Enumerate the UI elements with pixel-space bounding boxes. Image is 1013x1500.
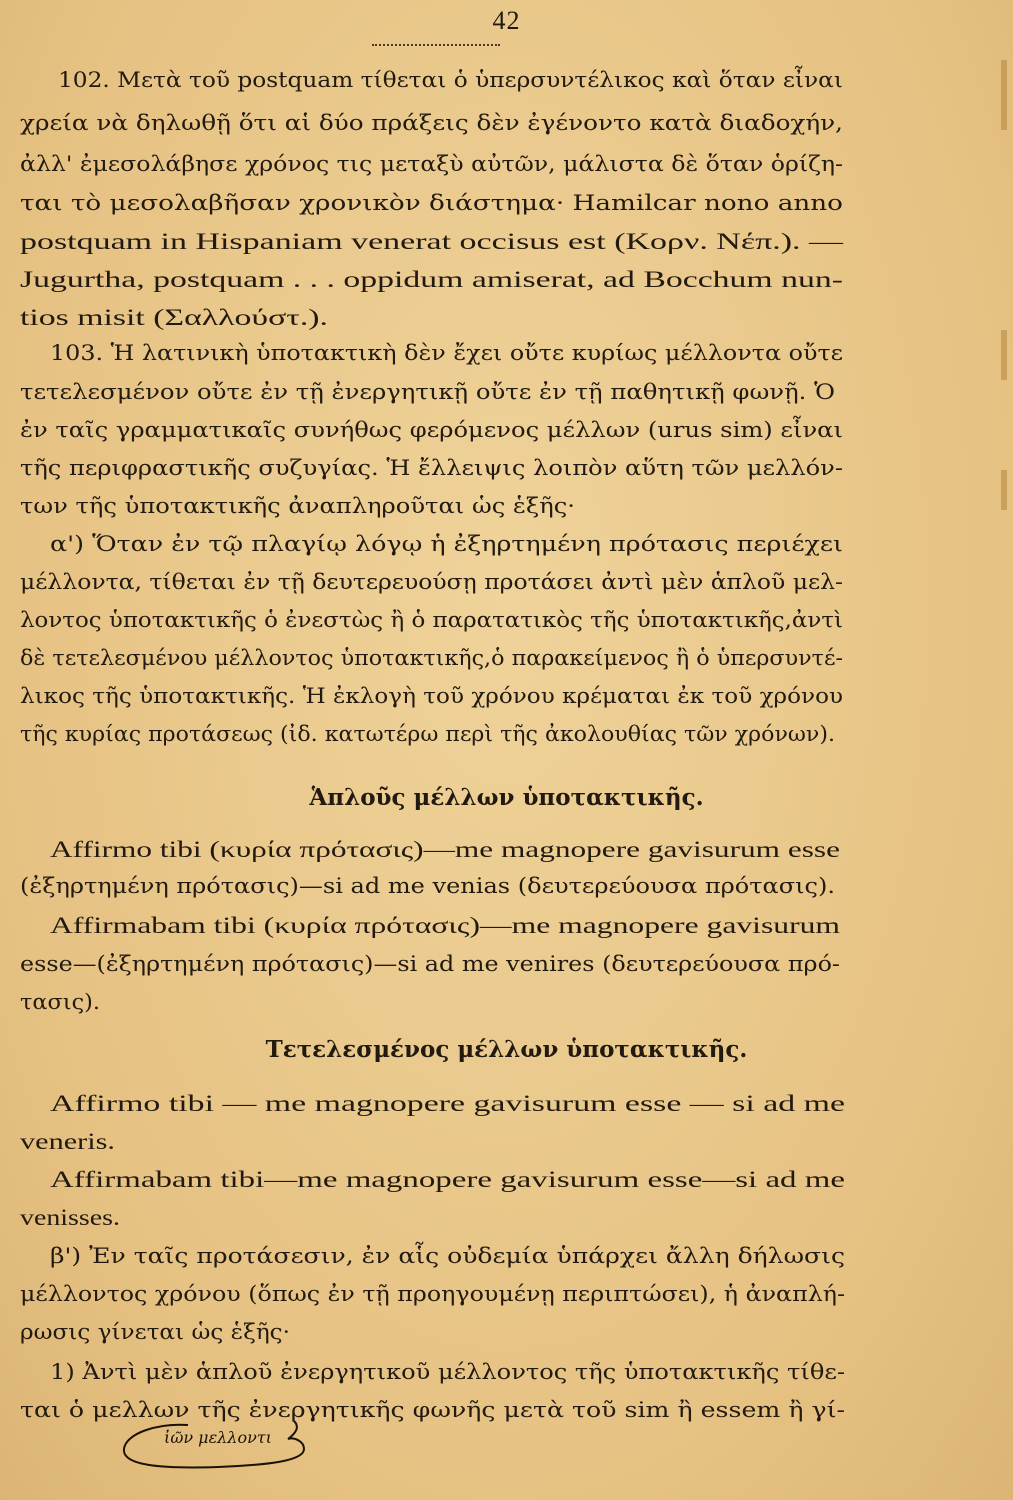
text-line: τῆς κυρίας προτάσεως (ἰδ. κατωτέρω περὶ τῆς ἀκολουθίας τῶν χρόνων). [20,722,835,746]
text-line: ται τὸ μεσολαβῆσαν χρονικὸν διάστημα· Hamilcar nono anno [20,191,843,215]
text-line: veneris. [20,1129,115,1154]
text-line: postquam in Hispaniam venerat occisus est (Κορν. Νέπ.). — [20,229,843,254]
text-line: μέλλοντα, τίθεται ἐν τῇ δευτερευούσῃ προτάσει ἀντὶ μὲν ἁπλοῦ μελ- [20,570,843,594]
page-number: 42 [492,6,521,35]
text-line: 1) Ἀντὶ μὲν ἁπλοῦ ἐνεργητικοῦ μέλλοντος τῆς ὑποτακτικῆς τίθε- [50,1360,845,1384]
text-line: 102. Μετὰ τοῦ postquam τίθεται ὁ ὑπερσυντέλικος καὶ ὅταν εἶναι [58,68,843,92]
text-line: ται ὁ μελλων τῆς ἐνεργητικῆς φωνῆς μετὰ τοῦ sim ἢ essem ἢ γί- [20,1398,845,1422]
text-line: δὲ τετελεσμένου μέλλοντος ὑποτακτικῆς,ὁ παρακείμενος ἢ ὁ ὑπερσυντέ- [20,646,843,670]
text-line: esse—(ἐξηρτημένη πρότασις)—si ad me venires (δευτερεύουσα πρό- [20,952,840,976]
text-line: Jugurtha, postquam . . . oppidum amiserat, ad Bocchum nun- [20,267,843,292]
text-line: τῆς περιφραστικῆς συζυγίας. Ἡ ἔλλειψις λοιπὸν αὕτη τῶν μελλόν- [20,456,843,480]
text-line: τετελεσμένον οὔτε ἐν τῇ ἐνεργητικῇ οὔτε ἐν τῇ παθητικῇ φωνῇ. Ὁ [20,380,835,404]
top-rule [372,44,500,46]
text-line: τασις). [20,990,101,1014]
margin-mark [1001,470,1007,510]
margin-mark [1001,330,1007,380]
section-heading: Τετελεσμένος μέλλων ὑποτακτικῆς. [265,1036,748,1063]
handwritten-note: ἰῶν μελλοντι [164,1428,272,1447]
text-line: λοντος ὑποτακτικῆς ὁ ἐνεστὼς ἢ ὁ παρατατικὸς τῆς ὑποτακτικῆς,ἀντὶ [20,608,843,632]
text-line: ἐν ταῖς γραμματικαῖς συνήθως φερόμενος μέλλων (urus sim) εἶναι [20,418,843,442]
text-line: tios misit (Σαλλούστ.). [20,305,328,330]
text-line: α') Ὅταν ἐν τῷ πλαγίῳ λόγῳ ἡ ἐξηρτημένη πρότασις περιέχει [50,532,843,556]
text-line: 103. Ἡ λατινικὴ ὑποτακτικὴ δὲν ἔχει οὔτε κυρίως μέλλοντα οὔτε [50,341,844,365]
text-line: ἀλλ' ἐμεσολάβησε χρόνος τις μεταξὺ αὐτῶν, μάλιστα δὲ ὅταν ὁρίζη- [20,152,843,176]
text-line: Affirmabam tibi—me magnopere gavisurum esse—si ad me [50,1167,845,1192]
text-line: β') Ἐν ταῖς προτάσεσιν, ἐν αἷς οὐδεμία ὑπάρχει ἄλλη δήλωσις [50,1244,845,1268]
section-heading: Ἁπλοῦς μέλλων ὑποτακτικῆς. [309,784,704,811]
text-line: λικος τῆς ὑποτακτικῆς. Ἡ ἐκλογὴ τοῦ χρόνου κρέμαται ἐκ τοῦ χρόνου [20,684,843,708]
text-line: χρεία νὰ δηλωθῇ ὅτι αἱ δύο πράξεις δὲν ἐγένοντο κατὰ διαδοχήν, [20,111,844,135]
text-line: Affirmabam tibi (κυρία πρότασις)—me magnopere gavisurum [50,913,840,938]
text-line: (ἐξηρτημένη πρότασις)—si ad me venias (δευτερεύουσα πρότασις). [20,874,835,898]
text-line: Affirmo tibi (κυρία πρότασις)—me magnopere gavisurum esse [50,837,840,862]
text-line: ρωσις γίνεται ὡς ἑξῆς· [20,1320,290,1344]
text-line: μέλλοντος χρόνου (ὅπως ἐν τῇ προηγουμένῃ περιπτώσει), ἡ ἀναπλή- [20,1282,846,1306]
margin-mark [1001,60,1007,130]
text-line: Affirmo tibi — me magnopere gavisurum esse — si ad me [50,1091,845,1116]
text-line: venisses. [20,1205,120,1230]
text-line: των τῆς ὑποτακτικῆς ἀναπληροῦται ὡς ἑξῆς· [20,494,575,518]
